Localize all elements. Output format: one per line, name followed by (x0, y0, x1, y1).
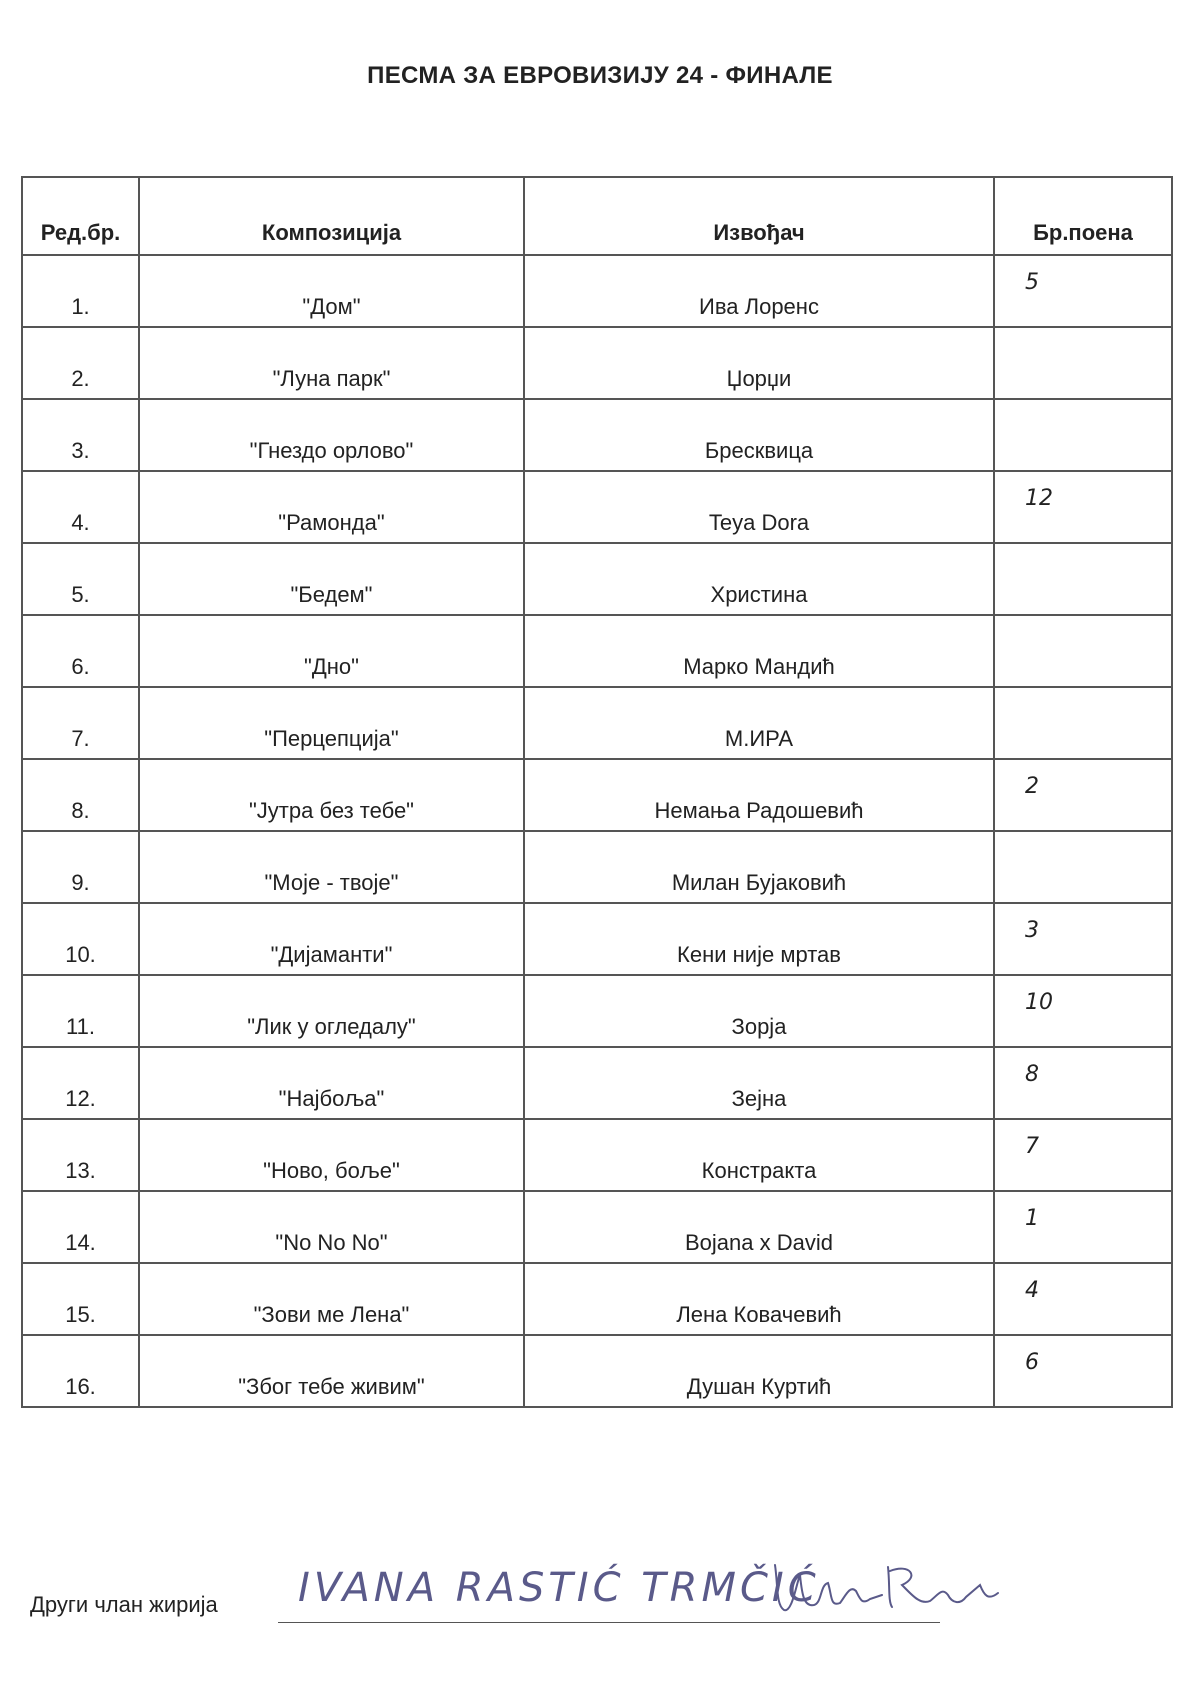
row-points (994, 543, 1172, 615)
row-song: "Ново, боље" (139, 1119, 524, 1191)
row-song: "Зови ме Лена" (139, 1263, 524, 1335)
row-song: "Перцепција" (139, 687, 524, 759)
row-artist: Кени није мртав (524, 903, 994, 975)
handwritten-points: 12 (1025, 486, 1053, 511)
row-number: 3. (22, 399, 139, 471)
table-row (22, 255, 1172, 327)
row-points (994, 615, 1172, 687)
header-points: Бр.поена (994, 177, 1172, 255)
row-artist: Христина (524, 543, 994, 615)
handwritten-points: 7 (1025, 1134, 1039, 1159)
table-row (22, 687, 1172, 759)
row-artist: М.ИРА (524, 687, 994, 759)
row-points (994, 1263, 1172, 1335)
row-number: 10. (22, 903, 139, 975)
row-points (994, 903, 1172, 975)
row-artist: Немања Радошевић (524, 759, 994, 831)
row-artist: Бресквица (524, 399, 994, 471)
row-number: 14. (22, 1191, 139, 1263)
row-song: "Дно" (139, 615, 524, 687)
handwritten-signature-name: IVANA RASTIĆ TRMČIĆ (298, 1565, 820, 1611)
row-points (994, 399, 1172, 471)
row-artist: Џорџи (524, 327, 994, 399)
row-points (994, 1047, 1172, 1119)
row-points (994, 1191, 1172, 1263)
row-points (994, 975, 1172, 1047)
table-header-row (22, 177, 1172, 255)
row-number: 11. (22, 975, 139, 1047)
handwritten-points: 2 (1025, 774, 1039, 799)
row-song: "Због тебе живим" (139, 1335, 524, 1407)
header-number: Ред.бр. (22, 177, 139, 255)
table-row (22, 1047, 1172, 1119)
handwritten-points: 6 (1025, 1350, 1039, 1375)
row-number: 6. (22, 615, 139, 687)
table-row (22, 471, 1172, 543)
row-artist: Зорја (524, 975, 994, 1047)
row-points (994, 255, 1172, 327)
row-song: "Дом" (139, 255, 524, 327)
handwritten-points: 1 (1025, 1206, 1039, 1231)
signature-label: Други члан жирија (30, 1592, 218, 1617)
row-number: 8. (22, 759, 139, 831)
row-artist: Констракта (524, 1119, 994, 1191)
signature-line (278, 1622, 940, 1623)
signature-scribble-icon (770, 1555, 1020, 1625)
row-song: "Најбоља" (139, 1047, 524, 1119)
row-points (994, 1335, 1172, 1407)
row-points (994, 831, 1172, 903)
row-song: "Моје - твоје" (139, 831, 524, 903)
row-number: 4. (22, 471, 139, 543)
row-number: 15. (22, 1263, 139, 1335)
row-number: 5. (22, 543, 139, 615)
table-row (22, 759, 1172, 831)
header-song: Композиција (139, 177, 524, 255)
row-artist: Лена Ковачевић (524, 1263, 994, 1335)
table-row (22, 615, 1172, 687)
table-row (22, 1335, 1172, 1407)
row-song: "Лик у огледалу" (139, 975, 524, 1047)
row-song: "Луна парк" (139, 327, 524, 399)
table-row (22, 975, 1172, 1047)
handwritten-points: 10 (1025, 990, 1053, 1015)
table-row (22, 831, 1172, 903)
row-number: 2. (22, 327, 139, 399)
row-points (994, 1119, 1172, 1191)
row-number: 9. (22, 831, 139, 903)
table-row (22, 543, 1172, 615)
handwritten-points: 3 (1025, 918, 1039, 943)
row-artist: Зејна (524, 1047, 994, 1119)
row-points (994, 471, 1172, 543)
row-artist: Душан Куртић (524, 1335, 994, 1407)
row-song: "Рамонда" (139, 471, 524, 543)
row-artist: Bojana x David (524, 1191, 994, 1263)
row-number: 12. (22, 1047, 139, 1119)
table-row (22, 327, 1172, 399)
handwritten-points: 4 (1025, 1278, 1039, 1303)
row-artist: Милан Бујаковић (524, 831, 994, 903)
row-number: 7. (22, 687, 139, 759)
row-song: "Јутра без тебе" (139, 759, 524, 831)
row-artist: Ива Лоренс (524, 255, 994, 327)
page-title: ПЕСМА ЗА ЕВРОВИЗИЈУ 24 - ФИНАЛЕ (367, 62, 833, 89)
handwritten-points: 8 (1025, 1062, 1039, 1087)
row-song: "Гнездо орлово" (139, 399, 524, 471)
table-row (22, 399, 1172, 471)
table-row (22, 1119, 1172, 1191)
row-points (994, 687, 1172, 759)
row-points (994, 327, 1172, 399)
voting-table (21, 176, 1173, 1408)
header-artist: Извођач (524, 177, 994, 255)
table-row (22, 1191, 1172, 1263)
row-number: 13. (22, 1119, 139, 1191)
table-row (22, 1263, 1172, 1335)
row-artist: Марко Мандић (524, 615, 994, 687)
row-number: 16. (22, 1335, 139, 1407)
row-points (994, 759, 1172, 831)
table-row (22, 903, 1172, 975)
row-song: "No No No" (139, 1191, 524, 1263)
row-number: 1. (22, 255, 139, 327)
handwritten-points: 5 (1025, 270, 1039, 295)
row-song: "Бедем" (139, 543, 524, 615)
row-song: "Дијаманти" (139, 903, 524, 975)
row-artist: Teya Dora (524, 471, 994, 543)
